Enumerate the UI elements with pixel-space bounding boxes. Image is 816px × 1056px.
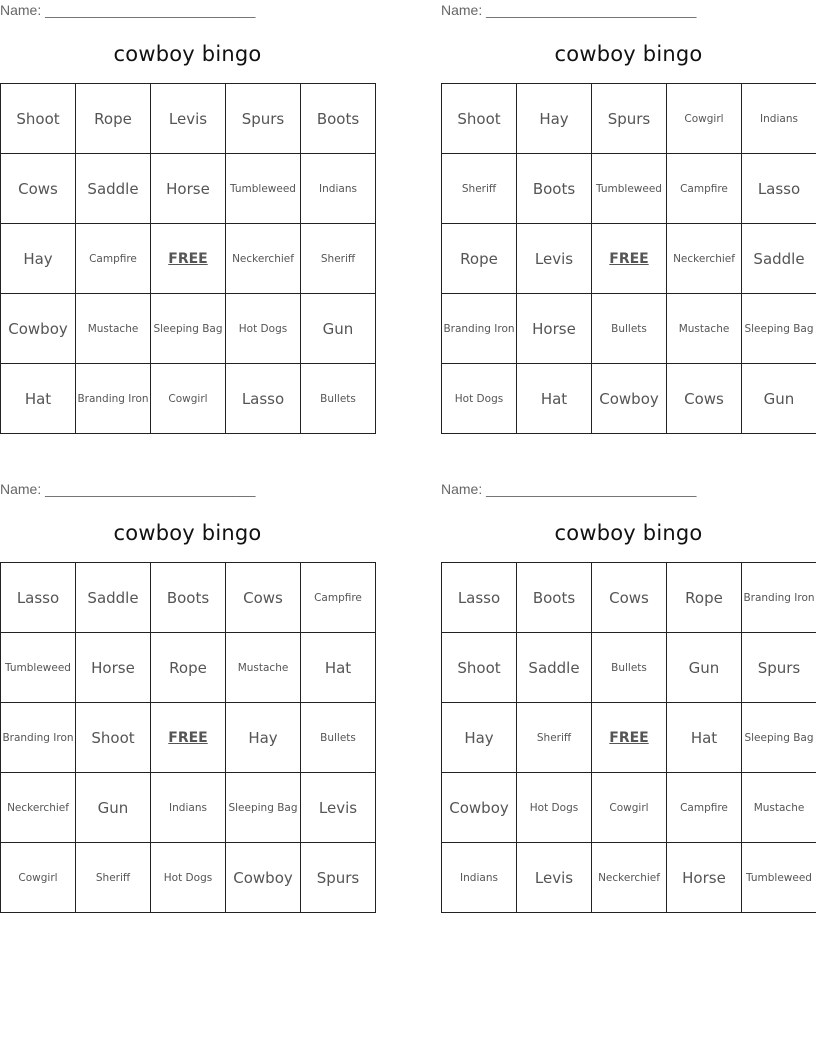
bingo-cell: Tumbleweed <box>1 633 76 703</box>
bingo-cell: Tumbleweed <box>742 843 816 913</box>
bingo-row <box>1 773 376 843</box>
bingo-cell: Lasso <box>226 364 301 434</box>
bingo-cell: Shoot <box>76 703 151 773</box>
bingo-cell: Rope <box>151 633 226 703</box>
bingo-cell: Cows <box>226 563 301 633</box>
free-space: FREE <box>592 703 667 773</box>
bingo-cell: Cowgirl <box>592 773 667 843</box>
bingo-cell: Rope <box>667 563 742 633</box>
bingo-cell: Gun <box>301 294 376 364</box>
bingo-cell: Saddle <box>76 563 151 633</box>
card-title: cowboy bingo <box>113 42 262 66</box>
bingo-cell: Mustache <box>742 773 816 843</box>
bingo-cell: Levis <box>151 84 226 154</box>
bingo-cell: Rope <box>76 84 151 154</box>
bingo-cell: Lasso <box>742 154 816 224</box>
bingo-cell: Gun <box>742 364 816 434</box>
bingo-cell: Sheriff <box>517 703 592 773</box>
bingo-cell: Hat <box>517 364 592 434</box>
bingo-cell: Levis <box>301 773 376 843</box>
free-space: FREE <box>592 224 667 294</box>
bingo-cell: Hat <box>1 364 76 434</box>
bingo-cell: Saddle <box>517 633 592 703</box>
bingo-cell: Indians <box>151 773 226 843</box>
name-line: Name: ___________________________ <box>0 2 256 18</box>
bingo-cell: Cowboy <box>592 364 667 434</box>
bingo-cell: Neckerchief <box>667 224 742 294</box>
bingo-cell: Spurs <box>301 843 376 913</box>
bingo-cell: Indians <box>742 84 816 154</box>
bingo-row <box>1 843 376 913</box>
bingo-cell: Bullets <box>592 633 667 703</box>
card-title: cowboy bingo <box>554 42 703 66</box>
bingo-cell: Spurs <box>742 633 816 703</box>
bingo-cell: Hat <box>667 703 742 773</box>
bingo-cell: Sheriff <box>76 843 151 913</box>
bingo-cell: Cows <box>592 563 667 633</box>
bingo-row <box>442 364 816 434</box>
bingo-grid <box>0 562 376 913</box>
bingo-cell: Hay <box>1 224 76 294</box>
bingo-row <box>442 224 816 294</box>
bingo-cell: Sleeping Bag <box>742 294 816 364</box>
bingo-row <box>1 703 376 773</box>
bingo-cell: Campfire <box>301 563 376 633</box>
bingo-cell: Hay <box>517 84 592 154</box>
bingo-row <box>442 773 816 843</box>
bingo-cell: Branding Iron <box>442 294 517 364</box>
bingo-cell: Gun <box>76 773 151 843</box>
bingo-cell: Bullets <box>301 703 376 773</box>
bingo-cell: Shoot <box>442 633 517 703</box>
bingo-cell: Mustache <box>226 633 301 703</box>
bingo-cell: Cows <box>667 364 742 434</box>
bingo-cell: Hay <box>226 703 301 773</box>
bingo-cell: Hot Dogs <box>151 843 226 913</box>
free-space: FREE <box>151 703 226 773</box>
bingo-cell: Sleeping Bag <box>226 773 301 843</box>
name-line: Name: ___________________________ <box>441 481 697 497</box>
bingo-cell: Boots <box>517 154 592 224</box>
bingo-cell: Neckerchief <box>592 843 667 913</box>
bingo-grid <box>441 562 816 913</box>
bingo-cell: Boots <box>517 563 592 633</box>
bingo-cell: Indians <box>442 843 517 913</box>
card-title: cowboy bingo <box>554 521 703 545</box>
bingo-cell: Sheriff <box>442 154 517 224</box>
bingo-cell: Cowgirl <box>1 843 76 913</box>
bingo-cell: Mustache <box>76 294 151 364</box>
bingo-cell: Campfire <box>667 154 742 224</box>
bingo-cell: Shoot <box>442 84 517 154</box>
bingo-row <box>1 84 376 154</box>
bingo-cell: Branding Iron <box>742 563 816 633</box>
bingo-cell: Tumbleweed <box>226 154 301 224</box>
bingo-cell: Hot Dogs <box>517 773 592 843</box>
bingo-cell: Sleeping Bag <box>151 294 226 364</box>
bingo-cell: Gun <box>667 633 742 703</box>
bingo-grid <box>0 83 376 434</box>
bingo-cell: Saddle <box>76 154 151 224</box>
card-title: cowboy bingo <box>113 521 262 545</box>
bingo-row <box>442 843 816 913</box>
bingo-row <box>1 224 376 294</box>
bingo-cell: Lasso <box>442 563 517 633</box>
bingo-cell: Indians <box>301 154 376 224</box>
bingo-cell: Boots <box>301 84 376 154</box>
bingo-cell: Campfire <box>76 224 151 294</box>
bingo-row <box>442 703 816 773</box>
bingo-row <box>1 154 376 224</box>
bingo-cell: Neckerchief <box>1 773 76 843</box>
bingo-row <box>442 294 816 364</box>
bingo-cell: Horse <box>517 294 592 364</box>
bingo-row <box>1 364 376 434</box>
bingo-cell: Cows <box>1 154 76 224</box>
bingo-cell: Levis <box>517 224 592 294</box>
bingo-row <box>1 633 376 703</box>
bingo-cell: Cowboy <box>442 773 517 843</box>
bingo-cell: Hat <box>301 633 376 703</box>
bingo-row <box>442 154 816 224</box>
bingo-cell: Branding Iron <box>1 703 76 773</box>
bingo-cell: Bullets <box>301 364 376 434</box>
bingo-grid <box>441 83 816 434</box>
bingo-cell: Cowgirl <box>151 364 226 434</box>
free-space: FREE <box>151 224 226 294</box>
bingo-cell: Bullets <box>592 294 667 364</box>
bingo-cell: Horse <box>151 154 226 224</box>
bingo-cell: Mustache <box>667 294 742 364</box>
bingo-cell: Rope <box>442 224 517 294</box>
bingo-cell: Spurs <box>592 84 667 154</box>
bingo-cell: Branding Iron <box>76 364 151 434</box>
bingo-cell: Boots <box>151 563 226 633</box>
bingo-cell: Shoot <box>1 84 76 154</box>
name-line: Name: ___________________________ <box>441 2 697 18</box>
bingo-cell: Saddle <box>742 224 816 294</box>
bingo-cell: Hot Dogs <box>442 364 517 434</box>
bingo-cell: Sleeping Bag <box>742 703 816 773</box>
bingo-row <box>1 563 376 633</box>
bingo-row <box>442 633 816 703</box>
bingo-cell: Hot Dogs <box>226 294 301 364</box>
bingo-cell: Spurs <box>226 84 301 154</box>
bingo-row <box>442 563 816 633</box>
bingo-cell: Cowboy <box>226 843 301 913</box>
bingo-cell: Cowgirl <box>667 84 742 154</box>
bingo-cell: Hay <box>442 703 517 773</box>
bingo-cell: Levis <box>517 843 592 913</box>
bingo-cell: Horse <box>76 633 151 703</box>
name-line: Name: ___________________________ <box>0 481 256 497</box>
bingo-cell: Tumbleweed <box>592 154 667 224</box>
bingo-cell: Campfire <box>667 773 742 843</box>
bingo-cell: Neckerchief <box>226 224 301 294</box>
bingo-row <box>1 294 376 364</box>
bingo-row <box>442 84 816 154</box>
bingo-cell: Cowboy <box>1 294 76 364</box>
bingo-cell: Sheriff <box>301 224 376 294</box>
bingo-cell: Horse <box>667 843 742 913</box>
bingo-cell: Lasso <box>1 563 76 633</box>
